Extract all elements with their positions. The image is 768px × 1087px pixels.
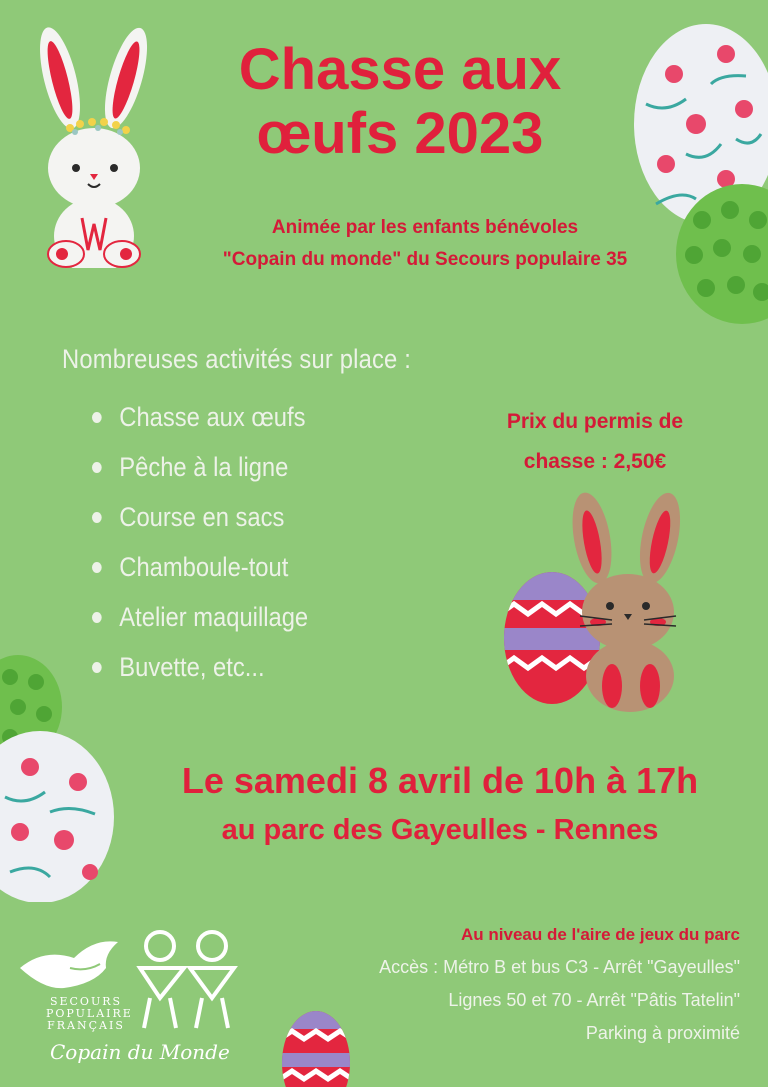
logo-signature: Copain du Monde: [50, 1040, 230, 1064]
price-info: [450, 402, 740, 482]
title-line-1: Chasse aux: [238, 37, 562, 102]
bullet-icon: [92, 412, 102, 423]
list-item: Chasse aux œufs: [92, 392, 308, 442]
activity-list: [92, 392, 338, 692]
logo-org-line-1: SECOURS: [49, 995, 123, 1008]
access-line-3: Parking à proximité: [585, 1023, 740, 1043]
bullet-icon: [92, 612, 102, 623]
page-title: [150, 38, 650, 166]
brown-bunny-icon: [500, 490, 700, 715]
floral-egg-icon: [0, 722, 116, 902]
subtitle-line-2: "Copain du monde" du Secours populaire 35: [222, 249, 628, 270]
bullet-icon: [92, 562, 102, 573]
logo-org-line-3: FRANÇAIS: [47, 1019, 125, 1032]
green-dotted-egg-icon: [672, 180, 768, 325]
bullet-icon: [92, 462, 102, 473]
access-location: Au niveau de l'aire de jeux du parc: [461, 925, 740, 944]
bullet-icon: [92, 662, 102, 673]
list-item: Chamboule-tout: [92, 542, 308, 592]
event-date: Le samedi 8 avril de 10h à 17h: [181, 760, 699, 801]
price-line-1: Prix du permis de: [506, 410, 684, 433]
list-item: Atelier maquillage: [92, 592, 308, 642]
list-item: Buvette, etc...: [92, 642, 308, 692]
logo: [14, 928, 244, 1078]
logo-org-name: [46, 995, 133, 1032]
zigzag-egg-icon: [280, 1005, 352, 1087]
bullet-icon: [92, 512, 102, 523]
access-line-1: Accès : Métro B et bus C3 - Arrêt "Gayeulles": [379, 957, 740, 977]
white-bunny-icon: [18, 18, 168, 268]
subtitle-line-1: Animée par les enfants bénévoles: [271, 217, 579, 238]
event-place: au parc des Gayeulles - Rennes: [221, 814, 659, 846]
title-line-2: œufs 2023: [256, 101, 544, 166]
price-line-2: chasse : 2,50€: [523, 450, 667, 473]
list-item: Pêche à la ligne: [92, 442, 308, 492]
children-figures-icon: [132, 928, 242, 1038]
list-item: Course en sacs: [92, 492, 308, 542]
logo-org-line-2: POPULAIRE: [46, 1007, 133, 1020]
activities-heading: Nombreuses activités sur place :: [62, 344, 411, 374]
access-info: [379, 918, 740, 1050]
access-line-2: Lignes 50 et 70 - Arrêt "Pâtis Tatelin": [448, 990, 740, 1010]
subtitle: [170, 212, 680, 276]
